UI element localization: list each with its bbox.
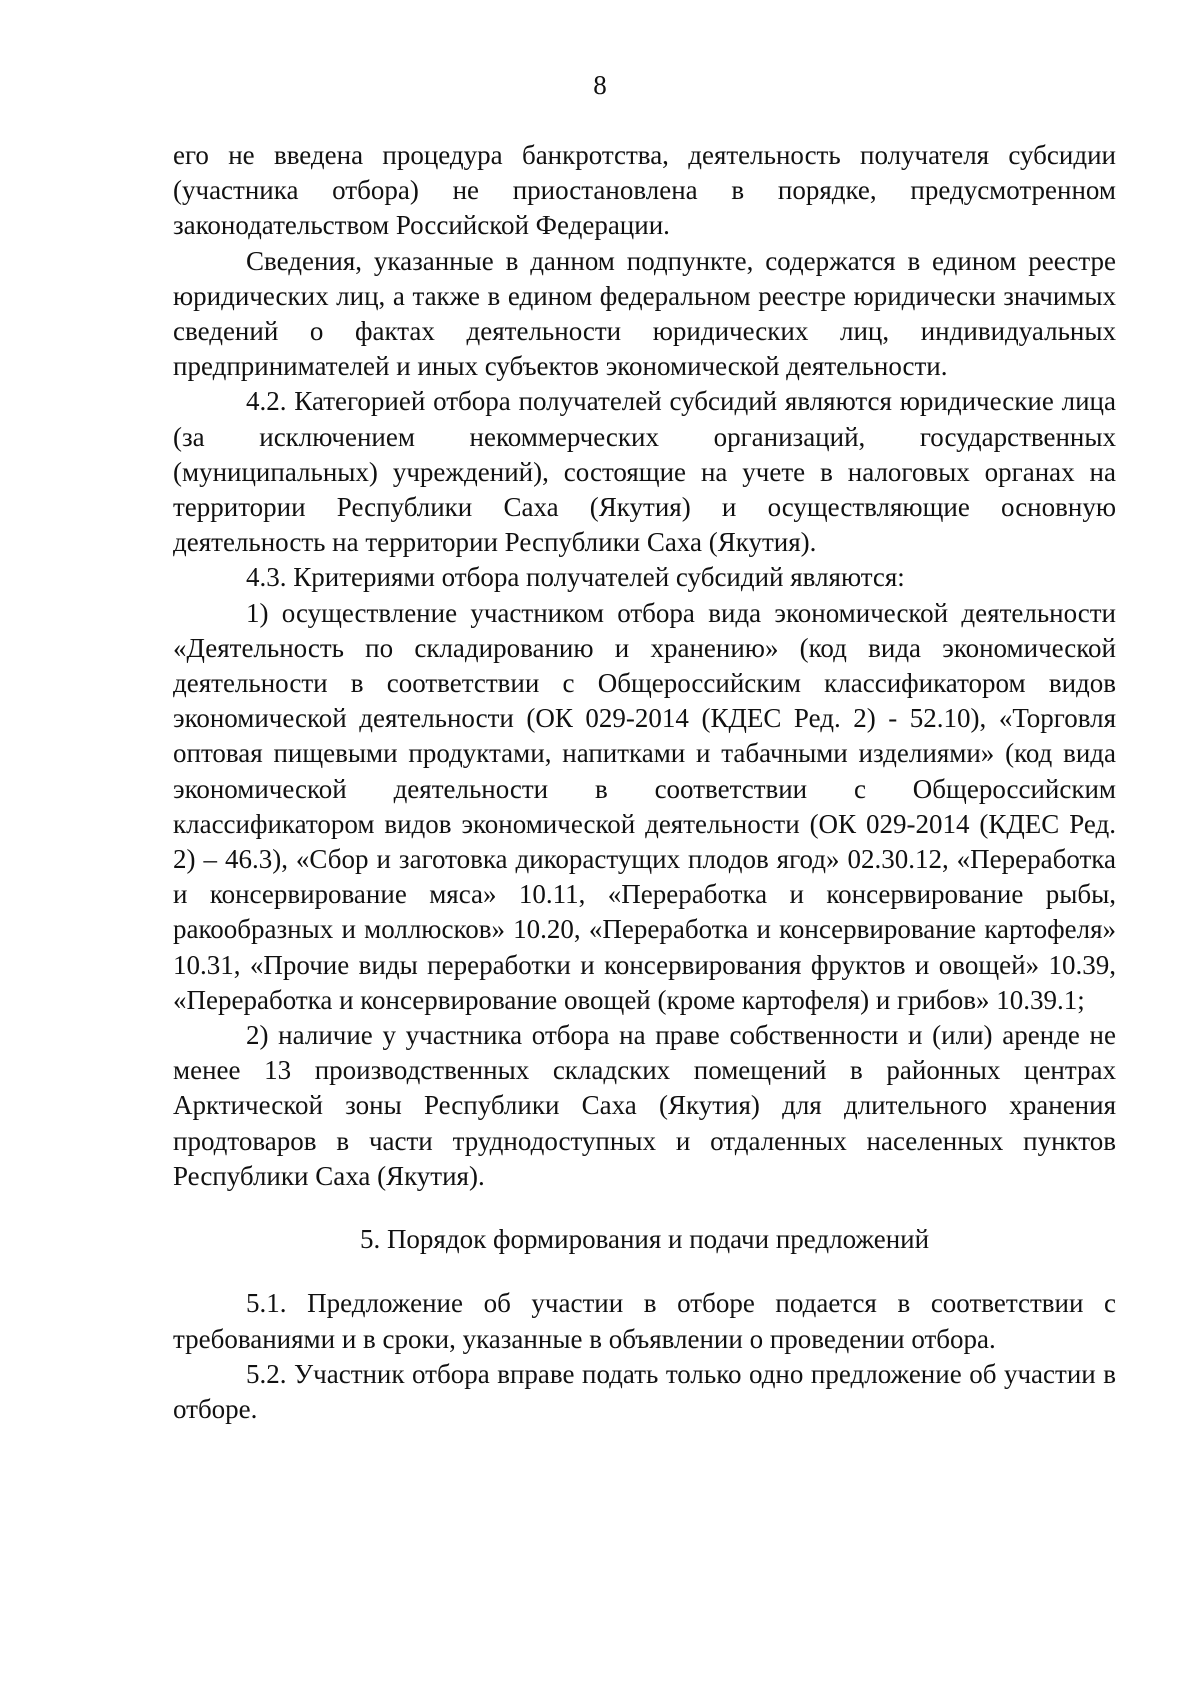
paragraph-4-3: 4.3. Критериями отбора получателей субсидий являются: (246, 562, 905, 593)
paragraph-continuation: его не введена процедура банкротства, деятельность получателя субсидии (участника отбора) не приостановлена в порядке, предусмотренном законодательством Российской Федерации. (173, 140, 1116, 241)
document-body (173, 138, 1116, 1427)
paragraph-4-2: 4.2. Категорией отбора получателей субсидий являются юридические лица (за исключением некоммерческих организаций, государственных (муниципальных) учреждений), состоящие на учете в налоговых органах на территории Республики Саха (Якутия) и осуществляющие основную деятельность на территории Республики Саха (Якутия). (173, 386, 1116, 558)
section-heading: 5. Порядок формирования и подачи предложений (359, 1224, 930, 1255)
page-number: 8 (593, 70, 607, 100)
paragraph-criterion-2: 2) наличие у участника отбора на праве собственности и (или) аренде не менее 13 производственных складских помещений в районных центрах Арктической зоны Республики Саха (Якутия) для длительного хранения продтоваров в части труднодоступных и отдаленных населенных пунктов Республики Саха (Якутия). (173, 1020, 1116, 1191)
paragraph-registry-info: Сведения, указанные в данном подпункте, содержатся в едином реестре юридических лиц, а также в едином федеральном реестре юридически значимых сведений о фактах деятельности юридических лиц, индивидуальных предпринимателей и иных субъектов экономической деятельности. (173, 245, 1116, 382)
paragraph-5-1: 5.1. Предложение об участии в отборе подается в соответствии с требованиями и в сроки, указанные в объявлении о проведении отбора. (173, 1288, 1116, 1354)
paragraph-5-2: 5.2. Участник отбора вправе подать только одно предложение об участии в отборе. (173, 1358, 1116, 1424)
paragraph-criterion-1: 1) осуществление участником отбора вида экономической деятельности «Деятельность по складированию и хранению» (код вида экономической деятельности в соответствии с Общероссийским классификатором видов экономической деятельности (ОК 029-2014 (КДЕС Ред. 2) - 52.10), «Торговля оптовая пищевыми продуктами, напитками и табачными изделиями» (код вида экономической деятельности в соответствии с Общероссийским классификатором видов экономической деятельности (ОК 029-2014 (КДЕС Ред. 2) – 46.3), «Сбор и заготовка дикорастущих плодов ягод» 02.30.12, «Переработка и консервирование мяса» 10.11, «Переработка и консервирование рыбы, ракообразных и моллюсков» 10.20, «Переработка и консервирование картофеля» 10.31, «Прочие виды переработки и консервирования фруктов и овощей» 10.39, «Переработка и консервирование овощей (кроме картофеля) и грибов» 10.39.1; (173, 597, 1116, 1015)
